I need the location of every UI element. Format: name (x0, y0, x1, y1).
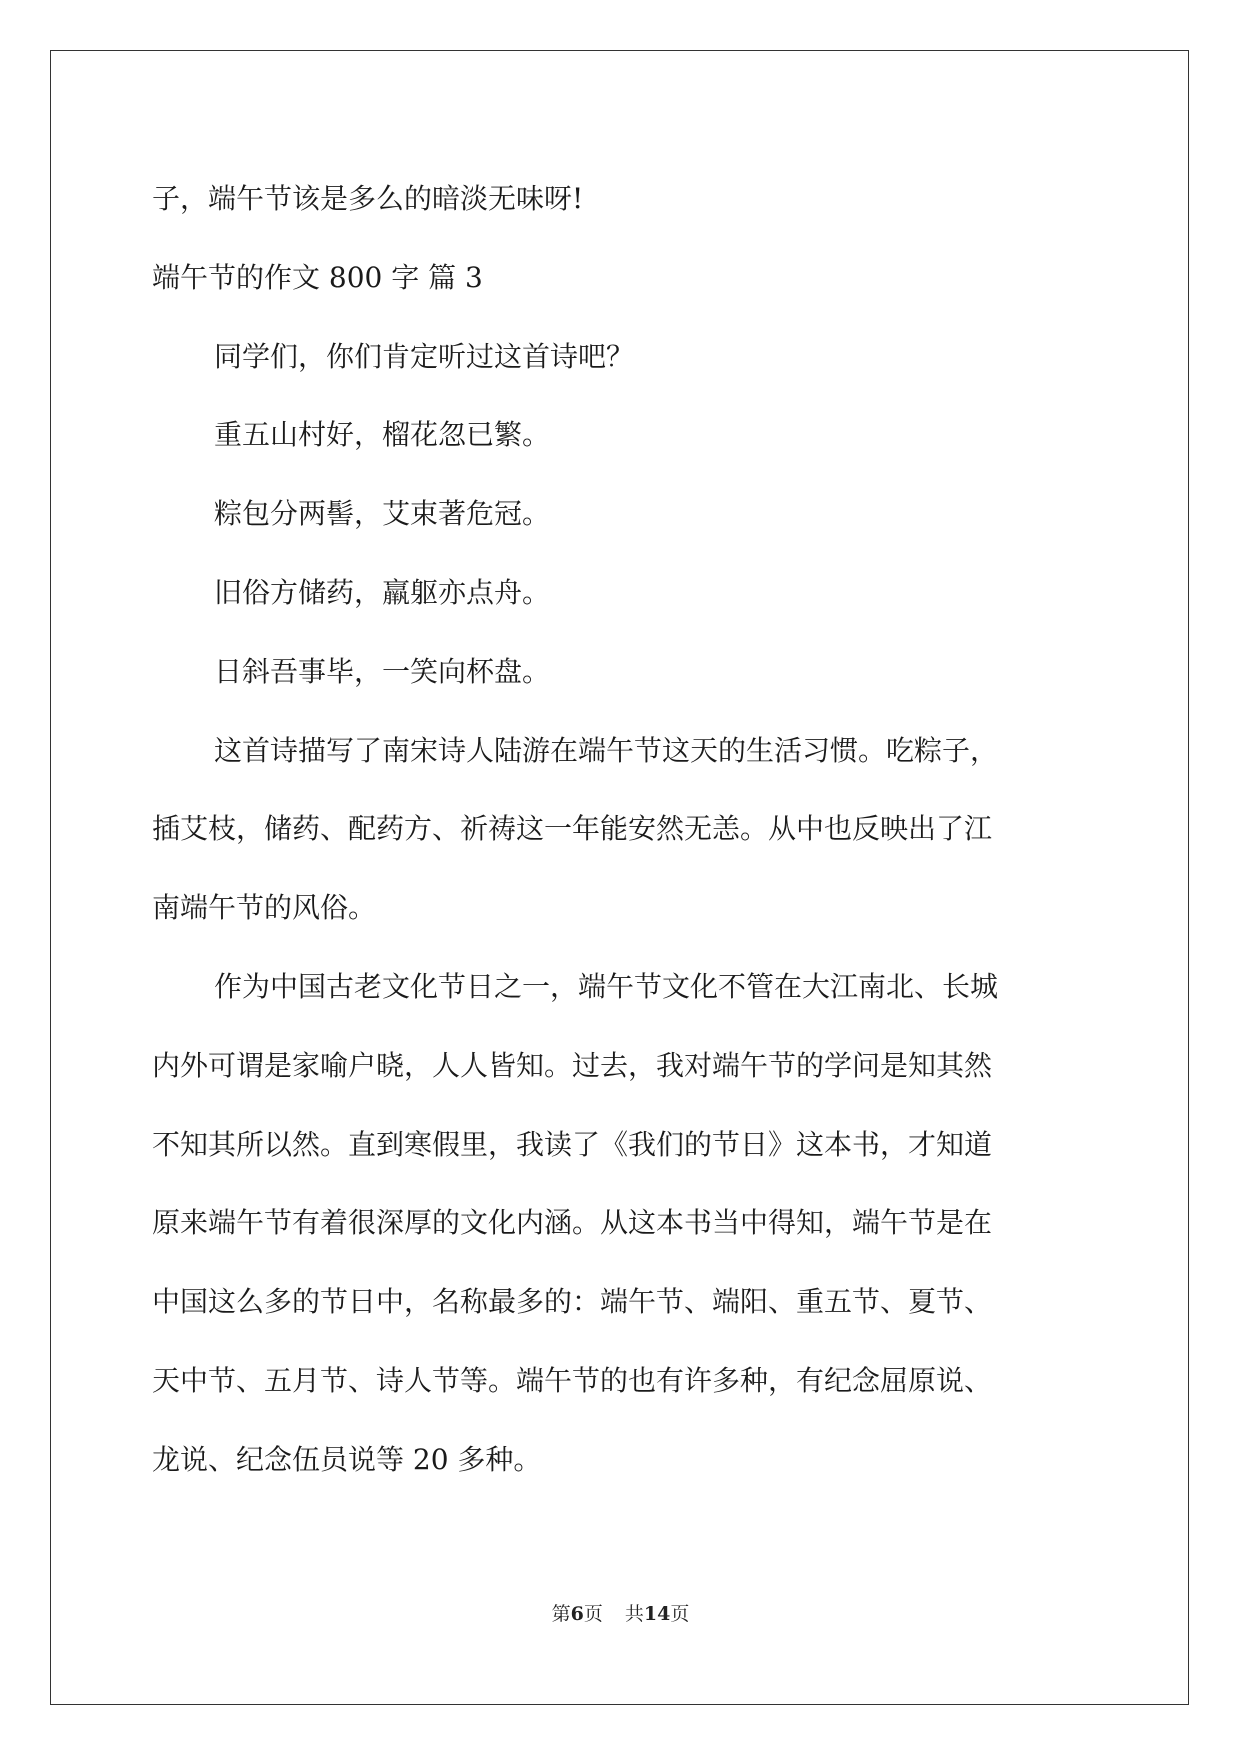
poem-line: 重五山村好，榴花忽已繁。 (214, 418, 551, 452)
poem-line: 粽包分两髻，艾束著危冠。 (214, 497, 551, 531)
poem-line: 日斜吾事毕，一笑向杯盘。 (214, 654, 551, 688)
total-pages-prefix: 共 (624, 1603, 644, 1625)
text-line: 插艾枝，储药、配药方、祈祷这一年能安然无恙。从中也反映出了江 (152, 812, 993, 846)
text-line: 子，端午节该是多么的暗淡无味呀! (152, 182, 584, 215)
poem-line: 旧俗方储药，羸躯亦点舟。 (214, 575, 551, 609)
section-heading: 端午节的作文 800 字 篇 3 (152, 260, 483, 294)
text-line: 天中节、五月节、诗人节等。端午节的也有许多种，有纪念屈原说、 (152, 1363, 993, 1397)
text-line: 这首诗描写了南宋诗人陆游在端午节这天的生活习惯。吃粽子， (214, 733, 999, 767)
text-line: 同学们，你们肯定听过这首诗吧？ (214, 339, 635, 373)
page-number: 6 (570, 1603, 584, 1625)
page-footer (0, 1601, 1241, 1627)
text-line: 内外可谓是家喻户晓，人人皆知。过去，我对端午节的学问是知其然 (152, 1048, 993, 1082)
text-line: 作为中国古老文化节日之一，端午节文化不管在大江南北、长城 (214, 969, 999, 1003)
text-line: 原来端午节有着很深厚的文化内涵。从这本书当中得知，端午节是在 (152, 1206, 993, 1240)
text-line: 中国这么多的节日中，名称最多的：端午节、端阳、重五节、夏节、 (152, 1285, 993, 1319)
document-body (152, 160, 1092, 1500)
text-line: 不知其所以然。直到寒假里，我读了《我们的节日》这本书，才知道 (152, 1127, 993, 1161)
text-line: 南端午节的风俗。 (152, 891, 377, 925)
total-pages-suffix: 页 (670, 1603, 690, 1625)
total-pages: 14 (643, 1603, 671, 1625)
text-line: 龙说、纪念伍员说等 20 多种。 (152, 1442, 542, 1476)
page-number-prefix: 第 (551, 1603, 571, 1625)
page-number-suffix: 页 (583, 1603, 603, 1625)
